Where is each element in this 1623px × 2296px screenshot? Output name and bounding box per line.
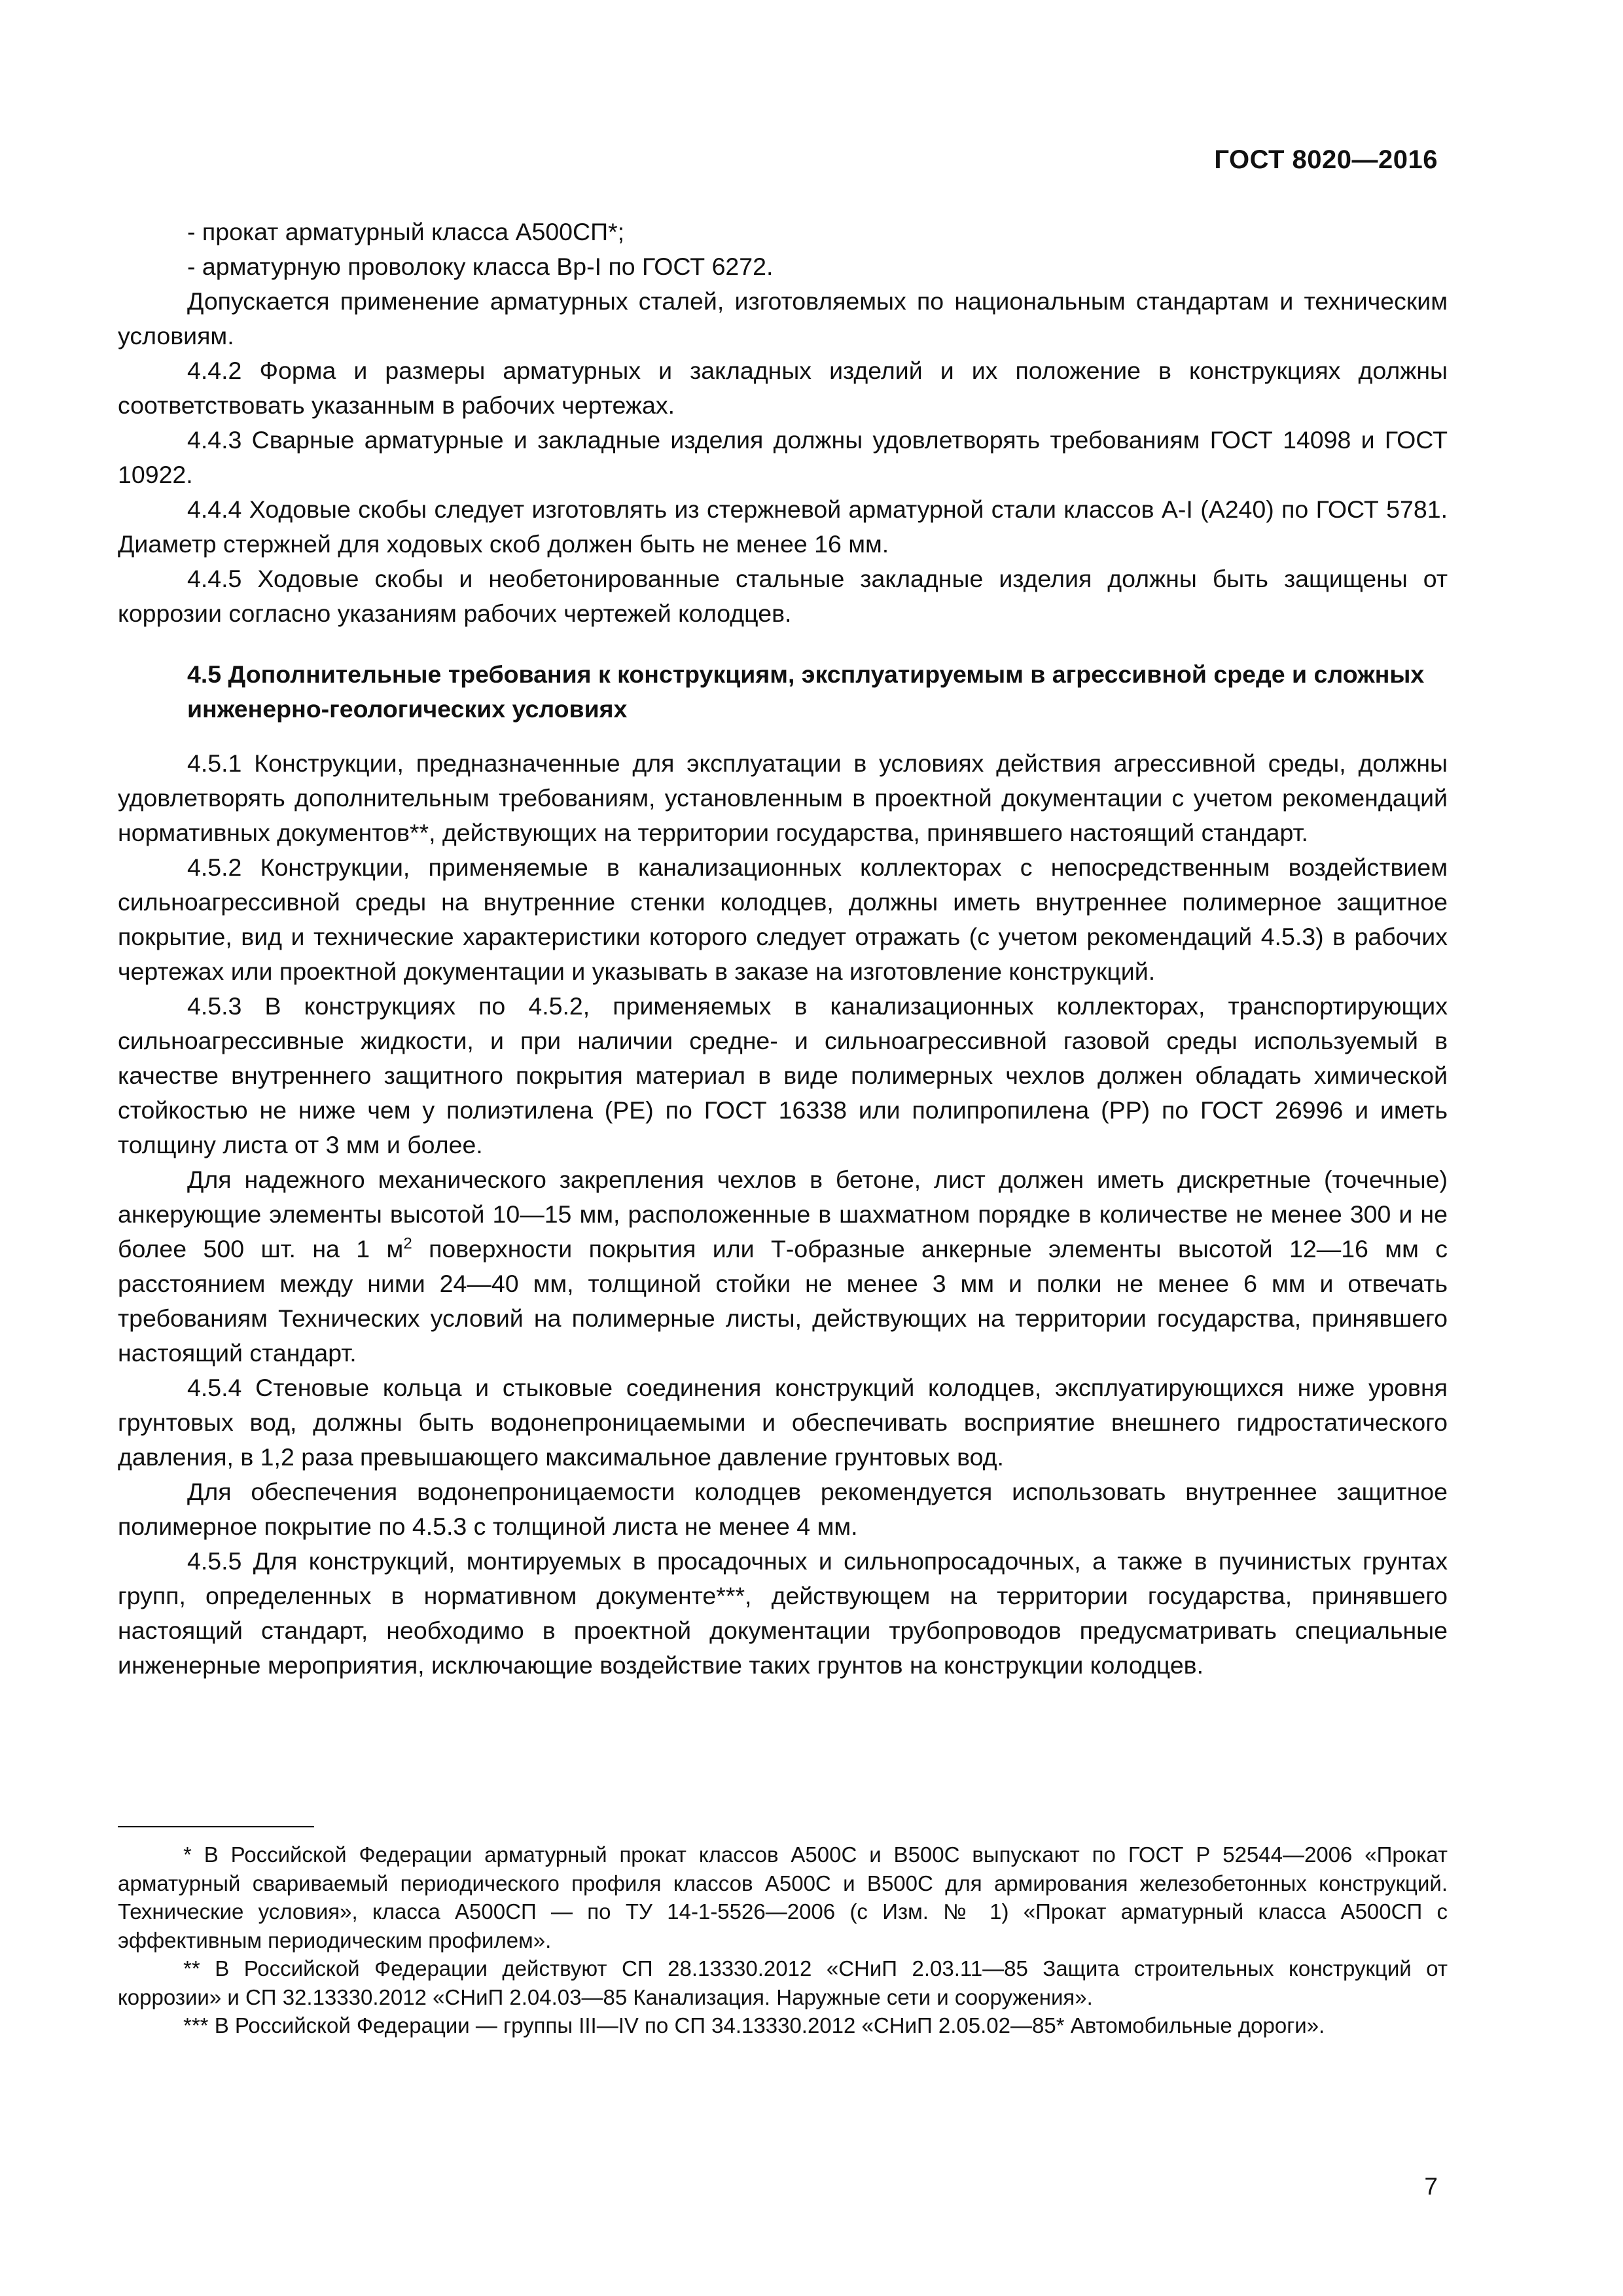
body-text bbox=[118, 215, 1448, 1683]
footnote-divider bbox=[118, 1826, 314, 1827]
clause-4-5-2: 4.5.2 Конструкции, применяемые в канализационных коллекторах с непосредственным воздействием сильноагрессивной среды на внутренние стенки колодцев, должны иметь внутреннее полимерное защитное покрытие, вид и технические характеристики которого следует отражать (с учетом рекомендаций 4.5.3) в рабочих чертежах или проектной документации и указывать в заказе на изготовление конструкций. bbox=[118, 853, 1448, 985]
standard-header: ГОСТ 8020—2016 bbox=[1214, 145, 1438, 174]
clause-4-4-3: 4.4.3 Сварные арматурные и закладные изделия должны удовлетворять требованиям ГОСТ 14098 и ГОСТ 10922. bbox=[118, 426, 1448, 488]
square-superscript: 2 bbox=[403, 1234, 412, 1253]
section-heading-4-5: 4.5 Дополнительные требования к конструкциям, эксплуатируемым в агрессивной среде и сложных инженерно-геологических условиях bbox=[187, 660, 1425, 723]
footnotes bbox=[118, 1840, 1448, 2040]
anchoring-text-start: Для надежного механического закрепления чехлов в бетоне, лист должен иметь дискретные (точечные) анкерующие элементы высотой 10—15 мм, расположенные в шахматном порядке в количестве не менее 300 и не более 500 шт. на 1 м bbox=[118, 1166, 1448, 1263]
clause-4-5-3-anchoring bbox=[118, 1162, 1448, 1371]
clause-4-5-5: 4.5.5 Для конструкций, монтируемых в просадочных и сильнопросадочных, а также в пучинистых грунтах групп, определенных в нормативном документе***, действующем на территории государства, принявшего настоящий стандарт, необходимо в проектной документации трубопроводов предусматривать специальные инженерные мероприятия, исключающие воздействие таких грунтов на конструкции колодцев. bbox=[118, 1547, 1448, 1679]
clause-4-5-3: 4.5.3 В конструкциях по 4.5.2, применяемых в канализационных коллекторах, транспортирующих сильноагрессивные жидкости, и при наличии средне- и сильноагрессивной газовой среды используемый в качестве внутреннего защитного покрытия материал в виде полимерных чехлов должен обладать химической стойкостью не ниже чем у полиэтилена (РЕ) по ГОСТ 16338 или полипропилена (РР) по ГОСТ 26996 и иметь толщину листа от 3 мм и более. bbox=[118, 992, 1448, 1158]
paragraph: Для обеспечения водонепроницаемости колодцев рекомендуется использовать внутреннее защитное полимерное покрытие по 4.5.3 с толщиной листа не менее 4 мм. bbox=[118, 1478, 1448, 1540]
clause-4-4-4: 4.4.4 Ходовые скобы следует изготовлять из стержневой арматурной стали классов А-I (А240) по ГОСТ 5781. Диаметр стержней для ходовых скоб должен быть не менее 16 мм. bbox=[118, 495, 1448, 558]
clause-4-4-2: 4.4.2 Форма и размеры арматурных и закладных изделий и их положение в конструкциях должны соответствовать указанным в рабочих чертежах. bbox=[118, 357, 1448, 419]
footnote: * В Российской Федерации арматурный прокат классов А500С и В500С выпускают по ГОСТ Р 52544—2006 «Прокат арматурный свариваемый периодического профиля классов А500С и В500С для армирования железобетонных конструкций. Технические условия», класса А500СП — по ТУ 14-1-5526—2006 (с Изм. № 1) «Прокат арматурный класса А500СП с эффективным периодическим профилем». bbox=[118, 1842, 1448, 1952]
footnote: ** В Российской Федерации действуют СП 28.13330.2012 «СНиП 2.03.11—85 Защита строительных конструкций от коррозии» и СП 32.13330.2012 «СНиП 2.04.03—85 Канализация. Наружные сети и сооружения». bbox=[118, 1956, 1448, 2009]
list-item: - прокат арматурный класса А500СП*; bbox=[187, 218, 625, 245]
clause-4-4-5: 4.4.5 Ходовые скобы и необетонированные стальные закладные изделия должны быть защищены от коррозии согласно указаниям рабочих чертежей колодцев. bbox=[118, 565, 1448, 627]
clause-4-5-4: 4.5.4 Стеновые кольца и стыковые соединения конструкций колодцев, эксплуатирующихся ниже уровня грунтовых вод, должны быть водонепроницаемыми и обеспечивать восприятие внешнего гидростатического давления, в 1,2 раза превышающего максимальное давление грунтовых вод. bbox=[118, 1374, 1448, 1471]
list-item: - арматурную проволоку класса Вр-I по ГОСТ 6272. bbox=[187, 253, 774, 280]
page-number: 7 bbox=[1424, 2173, 1438, 2200]
paragraph: Допускается применение арматурных сталей, изготовляемых по национальным стандартам и техническим условиям. bbox=[118, 287, 1448, 350]
footnote: *** В Российской Федерации — группы III—IV по СП 34.13330.2012 «СНиП 2.05.02—85* Автомобильные дороги». bbox=[183, 2013, 1325, 2037]
clause-4-5-1: 4.5.1 Конструкции, предназначенные для эксплуатации в условиях действия агрессивной среды, должны удовлетворять дополнительным требованиям, установленным в проектной документации с учетом рекомендаций нормативных документов**, действующих на территории государства, принявшего настоящий стандарт. bbox=[118, 749, 1448, 846]
anchoring-text-end: поверхности покрытия или Т-образные анкерные элементы высотой 12—16 мм с расстоянием между ними 24—40 мм, толщиной стойки не менее 3 мм и полки не менее 6 мм и отвечать требованиям Технических условий на полимерные листы, действующих на территории государства, принявшего настоящий стандарт. bbox=[118, 1235, 1448, 1367]
